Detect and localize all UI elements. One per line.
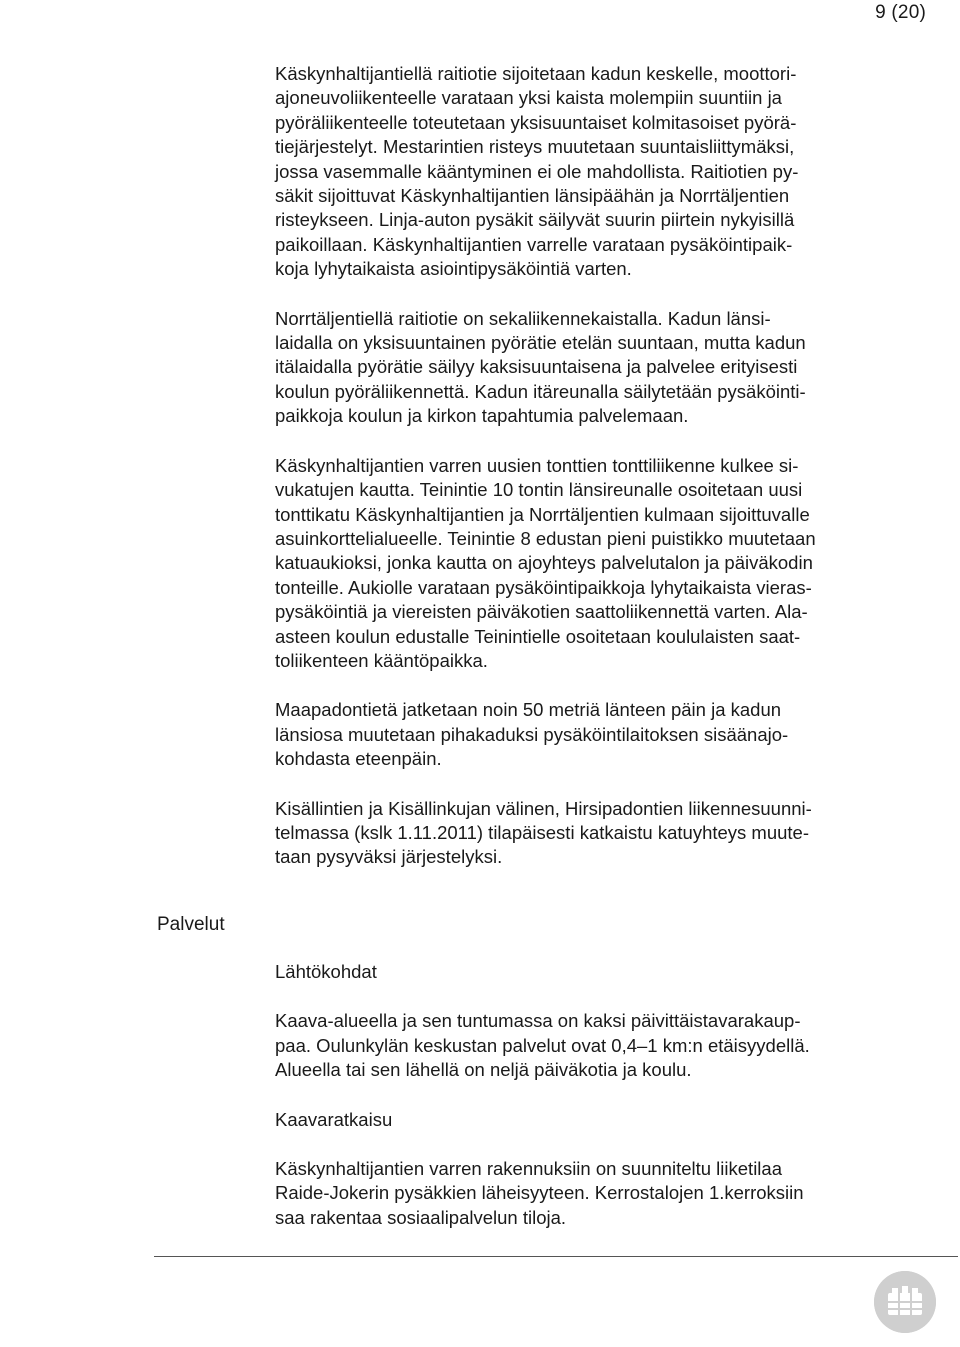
paragraph-norrtaljentie: Norrtäljentiellä raitiotie on sekaliikennekaistalla. Kadun länsi- laidalla on yksisuuntainen pyörätie etelän suuntaan, mutta kadun itälaidalla pyörätie säilyy kaksisuuntaisena ja palvelee erityisesti koulun pyöräliikennettä. Kadun itäreunalla säilytetään pysäköinti- paikkoja koulun ja kirkon tapahtumia palvelemaan. [275,307,806,427]
text-lahtokohdat: Kaava-alueella ja sen tuntumassa on kaksi päivittäistavarakaup- paa. Oulunkylän keskustan palvelut ovat 0,4–1 km:n etäisyydellä. Alueella tai sen lähellä on neljä päiväkotia ja koulu. [275,1010,810,1081]
city-crest-logo-icon [874,1271,936,1333]
city-crest-logo-svg [874,1271,936,1333]
paragraph-tonttiliikenne: Käskynhaltijantien varren uusien tonttien tonttiliikenne kulkee si- vukatujen kautta. Teinintie 10 tontin länsireunalle osoitetaan uusi tonttikatu Käskynhaltijantien ja Norrtäljentien kulmaan sijoittuvalle asuinkorttelialueelle. Teinintie 8 edustan pieni puistikko muutetaan katuaukioksi, jonka kautta on ajoyhteys palvelutalon ja päiväkodin tonteille. Aukiolle varataan pysäköintipaikkoja lyhytaikaista vieras- pysäköintiä ja viereisten päiväkotien saattoliikennettä varten. Ala- asteen koulun edustalle Teinintielle osoitetaan koululaisten saat- toliikenteen kääntöpaikka. [275,454,816,671]
heading-kaavaratkaisu: Kaavaratkaisu [275,1108,393,1130]
heading-lahtokohdat: Lähtökohdat [275,961,377,982]
bottom-divider [154,1256,958,1257]
section-label-palvelut: Palvelut [157,914,225,935]
palvelut-section [275,960,910,1255]
page-number: 9 (20) [875,2,926,23]
text-kaavaratkaisu: Käskynhaltijantien varren rakennuksiin on suunniteltu liiketilaa Raide-Jokerin pysäkkien läheisyyteen. Kerrostalojen 1.kerroksiin saa rakentaa sosiaalipalvelun tiloja. [275,1158,804,1228]
paragraph-kaskynhaltijantie: Käskynhaltijantiellä raitiotie sijoitetaan kadun keskelle, moottori- ajoneuvoliikenteelle varataan yksi kaista molempiin suuntiin ja pyöräliikenteelle toteutetaan yksisuuntaiset kolmitasoiset pyörä- tiejärjestelyt. Mestarintien risteys muutetaan suuntaisliittymäksi, jossa vasemmalle kääntyminen ei ole mahdollista. Raitiotien py- säkit sijoittuvat Käskynhaltijantien länsipäähän ja Norrtäljentien risteykseen. Linja-auton pysäkit säilyvät suurin piirtein nykyisillä paikoillaan. Käskynhaltijantien varrelle varataan pysäköintipaik- koja lyhytaikaista asiointipysäköintiä varten. [275,63,799,280]
paragraph-maapadontie: Maapadontietä jatketaan noin 50 metriä länteen päin ja kadun länsiosa muutetaan pihakaduksi pysäköintilaitoksen sisäänajo- kohdasta eteenpäin. [275,699,789,770]
main-text-block [275,62,910,895]
paragraph-kisallintie: Kisällintien ja Kisällinkujan välinen, Hirsipadontien liikennesuunni- telmassa (kslk 1.11.2011) tilapäisesti katkaistu katuyhteys muute- taan pysyväksi järjestelyksi. [275,797,812,868]
